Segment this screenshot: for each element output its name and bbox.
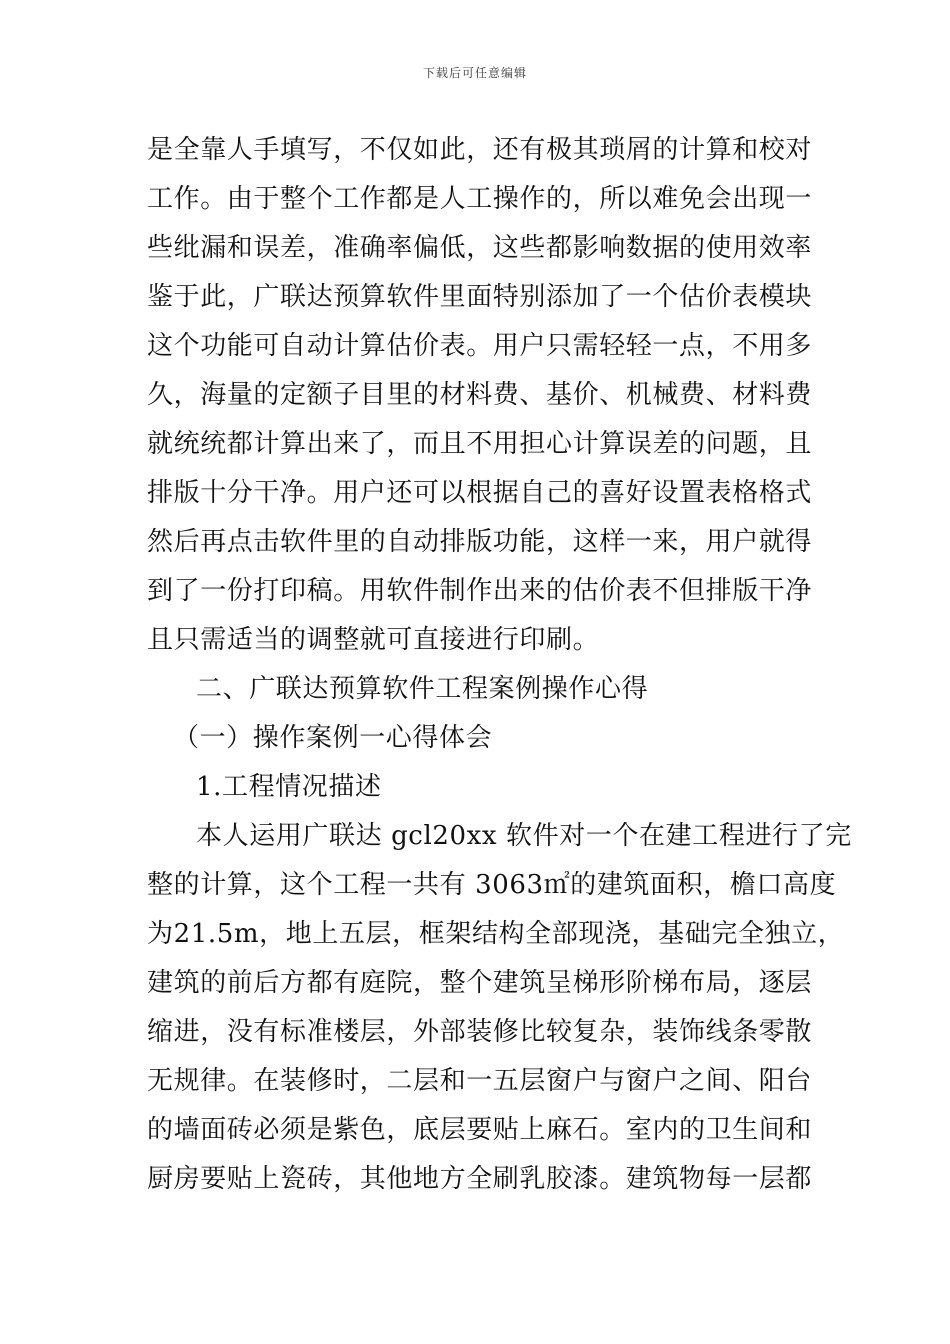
body-line: 本人运用广联达 gcl20xx 软件对一个在建工程进行了完 bbox=[196, 821, 852, 851]
body-line: 些纰漏和误差，准确率偏低，这些都影响数据的使用效率 bbox=[147, 233, 813, 263]
body-line: 缩进，没有标准楼层，外部装修比较复杂，装饰线条零散 bbox=[147, 1017, 813, 1047]
item-heading: 1.工程情况描述 bbox=[196, 772, 382, 802]
section-heading: 二、广联达预算软件工程案例操作心得 bbox=[196, 674, 649, 704]
body-line: 鉴于此，广联达预算软件里面特别添加了一个估价表模块 bbox=[147, 282, 813, 312]
body-line: 整的计算，这个工程一共有 3063㎡的建筑面积，檐口高度 bbox=[147, 870, 837, 900]
body-line: 这个功能可自动计算估价表。用户只需轻轻一点，不用多 bbox=[147, 331, 813, 361]
body-line: 且只需适当的调整就可直接进行印刷。 bbox=[147, 625, 600, 655]
document-body bbox=[147, 126, 852, 1204]
body-line: 工作。由于整个工作都是人工操作的，所以难免会出现一 bbox=[147, 184, 813, 214]
body-line: 到了一份打印稿。用软件制作出来的估价表不但排版干净 bbox=[147, 576, 813, 606]
body-line: 就统统都计算出来了，而且不用担心计算误差的问题，且 bbox=[147, 429, 813, 459]
body-line: 排版十分干净。用户还可以根据自己的喜好设置表格格式 bbox=[147, 478, 813, 508]
body-line: 是全靠人手填写，不仅如此，还有极其琐屑的计算和校对 bbox=[147, 135, 813, 165]
body-line: 为21.5m，地上五层，框架结构全部现浇，基础完全独立， bbox=[147, 919, 845, 949]
page-header: 下载后可任意编辑 bbox=[422, 66, 527, 80]
body-line: 的墙面砖必须是紫色，底层要贴上麻石。室内的卫生间和 bbox=[147, 1115, 813, 1145]
body-line: 无规律。在装修时，二层和一五层窗户与窗户之间、阳台 bbox=[147, 1066, 813, 1096]
subsection-heading: （一）操作案例一心得体会 bbox=[173, 723, 493, 753]
body-line: 然后再点击软件里的自动排版功能，这样一来，用户就得 bbox=[147, 527, 813, 557]
body-line: 久，海量的定额子目里的材料费、基价、机械费、材料费 bbox=[147, 380, 813, 410]
body-line: 厨房要贴上瓷砖，其他地方全刷乳胶漆。建筑物每一层都 bbox=[147, 1164, 813, 1194]
body-line: 建筑的前后方都有庭院，整个建筑呈梯形阶梯布局，逐层 bbox=[147, 968, 813, 998]
